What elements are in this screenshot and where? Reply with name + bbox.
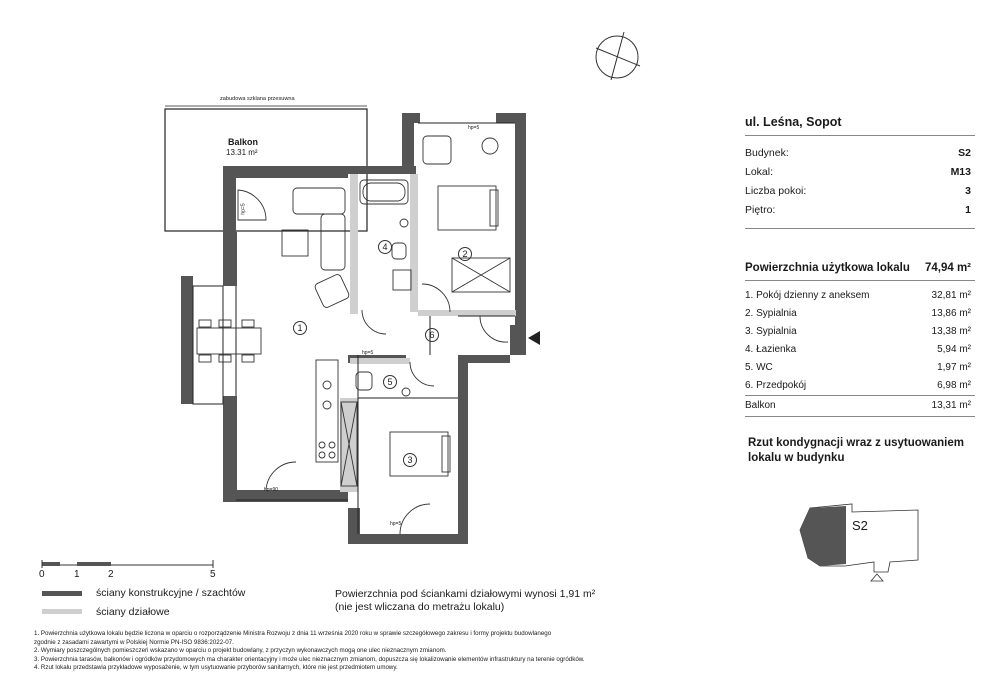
room-value: 13,86 m²: [931, 308, 971, 319]
legend-swatch-partition: [42, 609, 82, 614]
footnotes: [34, 630, 714, 673]
footnote: zgodnie z zasadami zawartymi w Polskiej Normie PN-ISO 9836:2022-07.: [34, 638, 234, 646]
room-label: 5. WC: [745, 362, 773, 373]
footnote: 2. Wymiary poszczególnych pomieszczeń wskazano w oparciu o projekt budowlany, z przyczyn wykonawczych mogą one ulec nieznacznym zmianom.: [34, 647, 447, 655]
room-row: [745, 290, 971, 301]
room-row: [745, 362, 971, 373]
room-number-5: 5: [383, 375, 397, 389]
room-row: [745, 380, 971, 391]
address: ul. Leśna, Sopot: [745, 115, 842, 129]
room-label: 3. Sypialnia: [745, 326, 797, 337]
room-number-1: 1: [293, 321, 307, 335]
key-plan-entry-icon: [871, 574, 883, 581]
balcony-label: Balkon: [745, 400, 776, 411]
entrance-arrow-icon: [528, 331, 540, 345]
scale-bar: [42, 560, 213, 568]
detail-value: 3: [965, 185, 971, 197]
divider: [745, 228, 975, 229]
usable-area-label: Powierzchnia użytkowa lokalu: [745, 262, 910, 274]
compass-icon: [596, 32, 640, 80]
detail-unit: [745, 166, 971, 178]
key-plan: [800, 504, 918, 581]
detail-label: Piętro:: [745, 204, 776, 216]
divider: [745, 395, 975, 396]
detail-label: Budynek:: [745, 147, 789, 159]
glass-label: zabudowa szklana przesuwna: [220, 96, 295, 102]
scale-tick-1: 1: [74, 569, 80, 580]
usable-area: [745, 262, 971, 274]
divider: [745, 135, 975, 136]
room-label: 4. Łazienka: [745, 344, 797, 355]
footnote: 1. Powierzchnia użytkowa lokalu będzie liczona w oparciu o rozporządzenie Ministra Rozwoju z dnia 11 września 2020 roku w sprawie szczegółowego zakresu i formy projektu budowlanego: [34, 630, 552, 637]
hp-label: hp=90: [264, 487, 279, 493]
legend-partition: ściany działowe: [96, 606, 170, 618]
partition-area-note: [335, 588, 595, 614]
room-label: 2. Sypialnia: [745, 308, 797, 319]
hp-label: hp=5: [468, 125, 480, 131]
hp-label: hp=5: [390, 521, 402, 527]
legend-structural: ściany konstrukcyjne / szachtów: [96, 587, 246, 599]
note-line-1: Powierzchnia pod ściankami działowymi wynosi 1,91 m²: [335, 588, 596, 600]
room-label: 1. Pokój dzienny z aneksem: [745, 290, 870, 301]
usable-area-value: 74,94 m²: [924, 262, 971, 274]
room-value: 13,38 m²: [931, 326, 971, 337]
room-number-2: 2: [458, 247, 472, 261]
divider: [745, 416, 975, 417]
detail-value: 1: [965, 204, 971, 216]
balcony-area: 13.31 m²: [226, 148, 258, 157]
room-number-4: 4: [378, 240, 392, 254]
hp-label: hp=5: [240, 203, 247, 215]
footnote: 3. Powierzchnia tarasów, balkonów i ogródków przydomowych ma charakter orientacyjny i może ulec nieznacznym zmianom, dopuszcza się lokalizowanie elementów infrastruktury na terenie ogródków.: [34, 655, 585, 663]
summary-title: Rzut kondygnacji wraz z usytuowaniem lokalu w budynku: [748, 437, 964, 464]
detail-label: Lokal:: [745, 166, 774, 178]
detail-rooms: [745, 185, 971, 197]
detail-value: S2: [958, 147, 971, 159]
room-row: [745, 308, 971, 319]
divider: [745, 280, 975, 281]
scale-tick-5: 5: [210, 569, 216, 580]
detail-building: [745, 147, 971, 159]
room-value: 32,81 m²: [931, 290, 971, 301]
detail-value: M13: [950, 166, 971, 178]
detail-label: Liczba pokoi:: [745, 185, 807, 197]
room-value: 5,94 m²: [937, 344, 971, 355]
balcony-name: Balkon: [228, 137, 259, 147]
room-value: 1,97 m²: [937, 362, 971, 373]
room-label: 6. Przedpokój: [745, 380, 807, 391]
balcony-row: [745, 400, 971, 411]
room-number-6: 6: [425, 328, 439, 342]
room-row: [745, 326, 971, 337]
detail-floor: [745, 204, 971, 216]
note-line-2: (nie jest wliczana do metrażu lokalu): [335, 601, 505, 613]
room-number-3: 3: [403, 453, 417, 467]
room-value: 6,98 m²: [937, 380, 971, 391]
scale-tick-0: 0: [39, 569, 45, 580]
room-row: [745, 344, 971, 355]
legend-swatch-structural: [42, 591, 82, 596]
hp-label: hp=5: [362, 350, 374, 356]
key-plan-label: S2: [852, 518, 868, 533]
footnote: 4. Rzut lokalu przedstawia przykładowe wyposażenie, w tym usytuowanie przyborów sanitarnych, które nie jest przedmiotem umowy.: [34, 664, 398, 672]
scale-tick-2: 2: [108, 569, 114, 580]
balcony-value: 13,31 m²: [931, 400, 971, 411]
